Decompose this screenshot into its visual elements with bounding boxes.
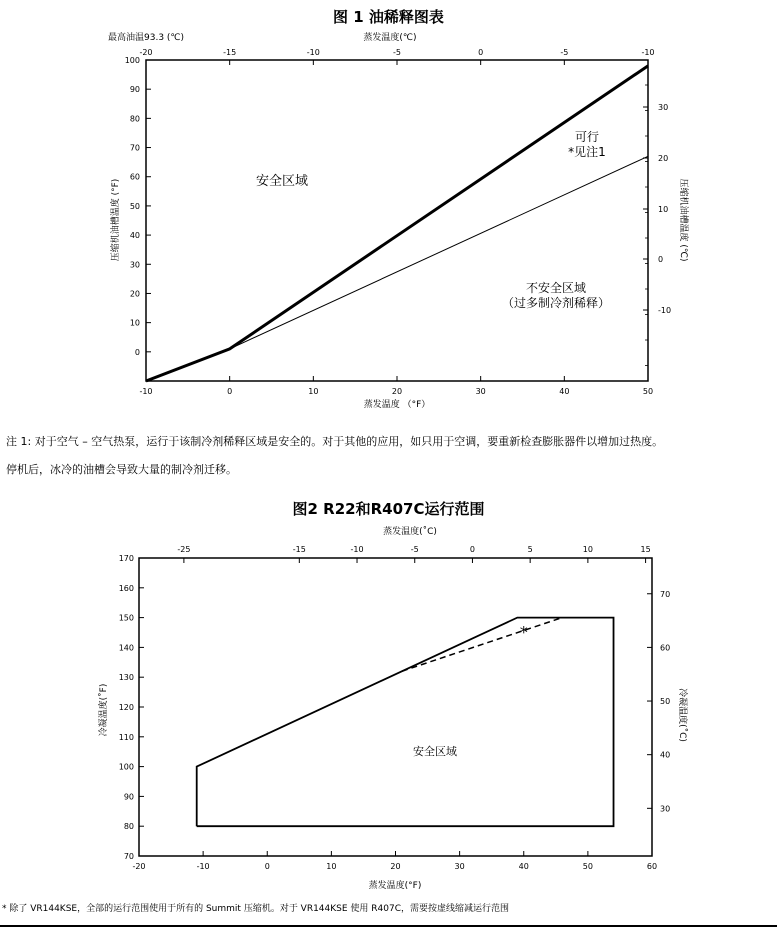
fig2-x2-tick-label: 15 — [640, 545, 651, 554]
fig1-x2-tick-label: -10 — [306, 48, 320, 57]
fig2-x2-tick-label: -10 — [350, 545, 364, 554]
fig2-x-tick-label: 10 — [326, 862, 337, 871]
fig1-y2label: 压缩机油槽温度 (℃) — [678, 178, 688, 262]
fig2-x2-tick-label: -5 — [410, 545, 419, 554]
fig1-y-tick-label: 60 — [129, 172, 140, 182]
fig1-y-tick-label: 30 — [129, 260, 140, 270]
fig2-envelope — [197, 618, 614, 827]
fig1-y2-tick-label: 20 — [658, 154, 669, 163]
fig1-unsafe-label: 不安全区域 — [525, 281, 587, 295]
fig2-x2-tick-label: -15 — [292, 545, 306, 554]
fig1-x-tick-label: -10 — [139, 387, 153, 396]
figure2-footnote: * 除了 VR144KSE，全部的运行范围使用于所有的 Summit 压缩机。对于 VR144KSE 使用 R407C，需要按虚线缩减运行范围 — [2, 904, 510, 914]
fig1-top-axis-label: 蒸发温度(℃) — [363, 33, 417, 43]
fig2-y2-tick-label: 70 — [660, 589, 671, 599]
fig1-ylabel: 压缩机油槽温度 (°F) — [111, 178, 121, 262]
fig2-x-tick-label: -20 — [132, 862, 146, 871]
fig1-note-ref-label: *见注1 — [568, 145, 606, 159]
fig2-y-tick-label: 120 — [118, 703, 134, 712]
fig2-y-tick-label: 170 — [118, 554, 134, 563]
fig2-safe-label: 安全区域 — [413, 745, 457, 758]
fig2-x-tick-label: 40 — [518, 862, 529, 871]
fig1-y2-tick-label: -10 — [658, 306, 672, 315]
fig1-y-tick-label: 70 — [129, 143, 140, 153]
figure1-chart — [0, 0, 777, 420]
fig2-y-tick-label: 100 — [118, 762, 134, 772]
fig2-top-axis-label: 蒸发温度(˚C) — [383, 527, 437, 537]
fig2-x-tick-label: -10 — [196, 862, 210, 871]
fig2-y2-tick-label: 60 — [660, 643, 671, 653]
fig2-y-tick-label: 130 — [118, 673, 134, 683]
fig1-y-tick-label: 90 — [129, 85, 140, 95]
fig2-xlabel: 蒸发温度(°F) — [368, 881, 422, 891]
fig1-x-tick-label: 30 — [475, 387, 486, 396]
figure1-title: 图 1 油稀释图表 — [333, 8, 444, 26]
fig1-x2-tick-label: -5 — [560, 48, 569, 57]
fig1-y-tick-label: 40 — [129, 231, 140, 241]
fig2-y-tick-label: 70 — [123, 852, 134, 861]
fig2-y-tick-label: 140 — [118, 643, 134, 653]
fig1-y2-tick-label: 10 — [658, 205, 669, 214]
fig2-y-tick-label: 80 — [123, 822, 134, 832]
note-1-line1: 注 1: 对于空气 – 空气热泵，运行于该制冷剂稀释区域是安全的。对于其他的应用，如只用于空调，要重新检查膨胀器件以增加过热度。 — [6, 435, 664, 448]
fig1-y-tick-label: 20 — [129, 289, 140, 299]
note-1-line2: 停机后，冰冷的油槽会导致大量的制冷剂迁移。 — [6, 463, 237, 476]
fig1-x-tick-label: 40 — [559, 387, 570, 396]
fig1-safe-label: 安全区域 — [255, 174, 309, 189]
figure2-chart — [0, 520, 777, 900]
fig1-x-tick-label: 50 — [642, 387, 654, 396]
fig2-x-tick-label: 30 — [454, 862, 465, 871]
fig1-x2-tick-label: -20 — [139, 48, 153, 57]
fig1-x-tick-label: 0 — [227, 387, 233, 396]
fig2-star-mark: * — [519, 622, 528, 642]
fig1-unsafe-sub-label: （过多制冷剂稀释） — [501, 296, 611, 310]
fig1-y-tick-label: 100 — [124, 56, 140, 65]
fig1-x-tick-label: 10 — [308, 387, 319, 396]
fig1-y-tick-label: 50 — [129, 201, 140, 211]
fig2-ylabel: 冷凝温度(˚F) — [99, 683, 109, 737]
fig2-x2-tick-label: 0 — [469, 545, 475, 554]
fig1-x2-tick-label: -10 — [641, 48, 655, 57]
fig2-plot-frame — [139, 558, 652, 856]
fig1-y2-tick-label: 0 — [658, 255, 664, 264]
fig2-y-tick-label: 160 — [118, 583, 134, 593]
fig1-x-tick-label: 20 — [391, 387, 403, 396]
fig2-y-tick-label: 110 — [118, 732, 134, 742]
bottom-rule — [0, 925, 777, 927]
max-oil-temp-label: 最高油温93.3 (℃) — [108, 33, 185, 43]
fig1-x2-tick-label: -5 — [393, 48, 401, 57]
fig1-x2-tick-label: 0 — [478, 48, 484, 57]
fig2-y-tick-label: 90 — [123, 792, 134, 802]
fig2-x-tick-label: 60 — [646, 862, 658, 871]
fig2-x2-tick-label: 10 — [582, 545, 593, 554]
fig1-y-tick-label: 10 — [129, 318, 140, 328]
fig2-x2-tick-label: 5 — [527, 545, 533, 554]
note-1 — [6, 428, 776, 484]
fig2-y2-tick-label: 50 — [660, 697, 671, 707]
fig2-y2label: 冷凝温度(˚C) — [677, 688, 687, 742]
figure2-title: 图2 R22和R407C运行范围 — [292, 500, 485, 518]
fig2-y-tick-label: 150 — [118, 613, 134, 623]
fig1-acceptable-label: 可行 — [574, 130, 600, 144]
fig2-x2-tick-label: -25 — [177, 545, 191, 554]
fig2-x-tick-label: 50 — [582, 862, 593, 871]
fig2-x-tick-label: 0 — [264, 862, 270, 871]
fig2-y2-tick-label: 30 — [660, 804, 671, 814]
fig1-plot-frame — [146, 60, 648, 381]
fig2-x-tick-label: 20 — [390, 862, 401, 871]
fig2-y2-tick-label: 40 — [660, 750, 671, 760]
fig1-xlabel: 蒸发温度 （°F） — [363, 400, 431, 410]
fig2-r407c-limit-dashed — [402, 618, 562, 672]
fig1-boundary-line — [146, 66, 648, 381]
fig1-x2-tick-label: -15 — [223, 48, 237, 57]
fig1-y-tick-label: 0 — [134, 347, 140, 357]
fig1-y2-tick-label: 30 — [658, 103, 669, 112]
fig1-y-tick-label: 80 — [129, 114, 140, 124]
